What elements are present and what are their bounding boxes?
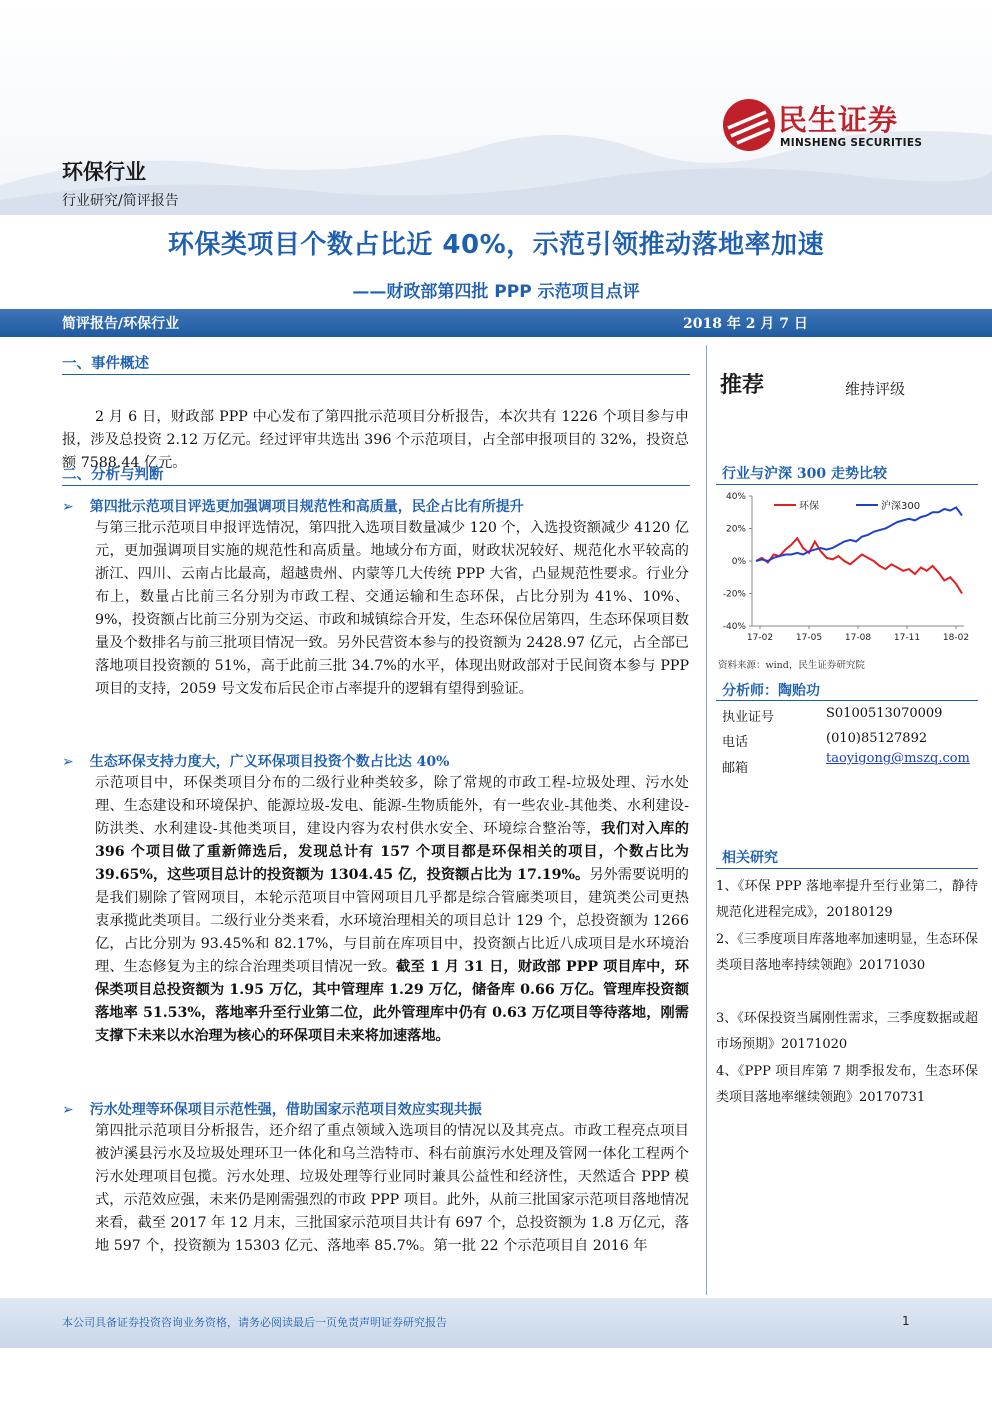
section-divider [716, 484, 978, 485]
trend-chart [716, 486, 978, 652]
paragraph-bullet-2-text-a: 示范项目中，环保类项目分布的二级行业种类较多，除了常规的市政工程-垃圾处理、污水处理、生态建设和环境保护、能源垃圾-发电、能源-生物质能外，有一些农业-其他类、水利建设-防洪类、水利建设-其他类项目，建设内容为农村供水安全、环境综合整治等， [95, 775, 689, 837]
arrow-bullet-icon: ➢ [62, 754, 74, 770]
related-heading: 相关研究 [722, 850, 778, 866]
chart-legend-label: 环保 [799, 501, 819, 512]
paragraph-bullet-2-bold-b: 截至 1 月 31 日，财政部 PPP 项目库中，环保类项目总投资额为 1.95 万亿，其中管理库 1.29 万亿，储备库 0.66 万亿。管理库投资额落地率 51.53%，落地率升至行业第二位，此外管理库中仍有 0.63 万亿项目等待落地，刚需支撑下未来以水治理为核心的环保项目未来将加速落地。 [95, 959, 689, 1044]
chart-y-tick-label: -40% [722, 622, 746, 632]
chart-y-tick-label: 0% [731, 557, 746, 567]
paragraph-bullet-2 [95, 772, 689, 1048]
section-divider [716, 868, 978, 869]
chart-x-tick-label: 17-05 [795, 633, 823, 643]
footer-disclaimer: 本公司具备证券投资咨询业务资格，请务必阅读最后一页免责声明证券研究报告 [62, 1316, 447, 1329]
chart-x-tick-label: 17-11 [893, 633, 921, 643]
bullet-heading-1 [62, 496, 524, 516]
chart-y-tick-label: -20% [722, 589, 746, 600]
rating: 推荐 [720, 373, 765, 398]
analyst-heading: 分析师：陶贻功 [722, 683, 820, 699]
contact-key-email: 邮箱 [722, 761, 749, 776]
contact-value-license: S0100513070009 [826, 706, 943, 721]
section-divider [62, 374, 690, 375]
chart-series-line-2 [756, 507, 962, 561]
bullet-heading-1-text: 第四批示范项目评选更加强调项目规范性和高质量，民企占比有所提升 [89, 499, 524, 515]
sector-title: 环保行业 [62, 160, 146, 184]
bullet-heading-3 [62, 1099, 482, 1119]
bullet-heading-3-text: 污水处理等环保项目示范性强，借助国家示范项目效应实现共振 [89, 1102, 482, 1118]
chart-source: 资料来源：wind，民生证券研究院 [718, 660, 865, 671]
chart-y-tick-label: 20% [725, 524, 746, 535]
band-category: 简评报告/环保行业 [62, 316, 180, 332]
bullet-heading-2-text: 生态环保支持力度大，广义环保项目投资个数占比达 40% [89, 754, 450, 770]
section-divider [62, 485, 690, 486]
paragraph-bullet-2-text-b: 另外需要说明的是我们剔除了管网项目，本轮示范项目中管网项目几乎都是综合管廊类项目，建筑类公司更热衷承揽此类项目。二级行业分类来看，水环境治理相关的项目总计 129 个，总投资额为 1266 亿，占比分别为 93.45%和 82.17%，与目前在库项目中，投资额占比近八成项目是水环境治理、生态修复为主的综合治理类项目情况一致。 [95, 867, 689, 975]
email-link[interactable] [826, 751, 970, 766]
chart-series-line-1 [756, 538, 962, 593]
chart-x-tick-label: 18-02 [942, 633, 970, 643]
contact-key-phone: 电话 [722, 735, 749, 750]
rating-note: 维持评级 [845, 380, 906, 398]
email-link-text[interactable]: taoyigong@mszq.com [826, 751, 970, 766]
arrow-bullet-icon: ➢ [62, 499, 74, 515]
logo-chinese-text: 民生证券 [778, 103, 899, 137]
related-item-1: 1、《环保 PPP 落地率提升至行业第二，静待规范化进程完成》，20180129 [716, 879, 978, 920]
section-divider [716, 700, 978, 701]
minsheng-logo-icon [722, 98, 776, 152]
related-item-2: 2、《三季度项目库落地率加速明显，生态环保类项目落地率持续领跑》20171030 [716, 932, 978, 973]
contact-value-phone: (010)85127892 [826, 731, 928, 746]
chart-legend-label: 沪深300 [881, 501, 921, 512]
chart-x-tick-label: 17-02 [746, 633, 774, 643]
related-item-3: 3、《环保投资当属刚性需求，三季度数据或超市场预期》20171020 [716, 1011, 978, 1052]
section-heading-analysis: 二、分析与判断 [62, 466, 164, 483]
report-type: 行业研究/简评报告 [62, 193, 179, 209]
logo [722, 96, 952, 158]
column-divider [706, 345, 707, 1295]
chart-heading: 行业与沪深 300 走势比较 [722, 466, 887, 482]
chart-y-tick-label: 40% [725, 492, 746, 502]
report-subtitle: ——财政部第四批 PPP 示范项目点评 [352, 282, 640, 302]
paragraph-overview-text: 2 月 6 日，财政部 PPP 中心发布了第四批示范项目分析报告，本次共有 1226 个项目参与申报，涉及总投资 2.12 万亿元。经过评审共选出 396 个示范项目，占全部申报项目的 32%，投资总额 7588.44 亿元。 [62, 409, 689, 471]
contact-key-license: 执业证号 [722, 710, 775, 725]
page-number: 1 [902, 1314, 910, 1328]
logo-english-text: MINSHENG SECURITIES [780, 137, 923, 149]
chart-x-tick-label: 17-08 [844, 633, 872, 643]
section-heading-overview: 一、事件概述 [62, 355, 149, 372]
related-item-4: 4、《PPP 项目库第 7 期季报发布，生态环保类项目落地率继续领跑》20170731 [716, 1064, 978, 1105]
arrow-bullet-icon: ➢ [62, 1102, 74, 1118]
paragraph-bullet-2-bold-a: 我们对入库的 396 个项目做了重新筛选后，发现总计有 157 个项目都是环保相关的项目，个数占比为 39.65%，这些项目总计的投资额为 1304.45 亿，投资额占比为 17.19%。 [95, 821, 689, 883]
bullet-heading-2 [62, 751, 449, 771]
band-date: 2018 年 2 月 7 日 [683, 316, 808, 332]
paragraph-bullet-1: 与第三批示范项目申报评选情况，第四批入选项目数量减少 120 个，入选投资额减少 4120 亿元，更加强调项目实施的规范性和高质量。地域分布方面，财政状况较好、规范化水平较高的浙江、四川、云南占比最高，超越贵州、内蒙等几大传统 PPP 大省，凸显规范性要求。行业分布上，数量占比前三名分别为市政工程、交通运输和生态环保，占比分别为 41%、10%、9%，投资额占比前三分别为交运、市政和城镇综合开发，生态环保位居第四，生态环保项目数量及个数排名与前三批项目情况一致。另外民营资本参与的投资额为 2428.97 亿元，占全部已落地项目投资额的 51%，高于此前三批 34.7%的水平，体现出财政部对于民间资本参与 PPP 项目的支持，2059 号文发布后民企市占率提升的逻辑有望得到验证。 [95, 520, 689, 697]
paragraph-bullet-3: 第四批示范项目分析报告，还介绍了重点领域入选项目的情况以及其亮点。市政工程亮点项目被泸溪县污水及垃圾处理环卫一体化和乌兰浩特市、科右前旗污水处理及管网一体化工程两个污水处理项目包揽。污水处理、垃圾处理等行业同时兼具公益性和经济性，天然适合 PPP 模式，示范效应强，未来仍是刚需强烈的市政 PPP 项目。此外，从前三批国家示范项目落地情况来看，截至 2017 年 12 月末，三批国家示范项目共计有 697 个，总投资额为 1.8 万亿元，落地 597 个，投资额为 15303 亿元、落地率 85.7%。第一批 22 个示范项目自 2016 年 [95, 1123, 689, 1254]
report-title: 环保类项目个数占比近 40%，示范引领推动落地率加速 [167, 230, 825, 260]
